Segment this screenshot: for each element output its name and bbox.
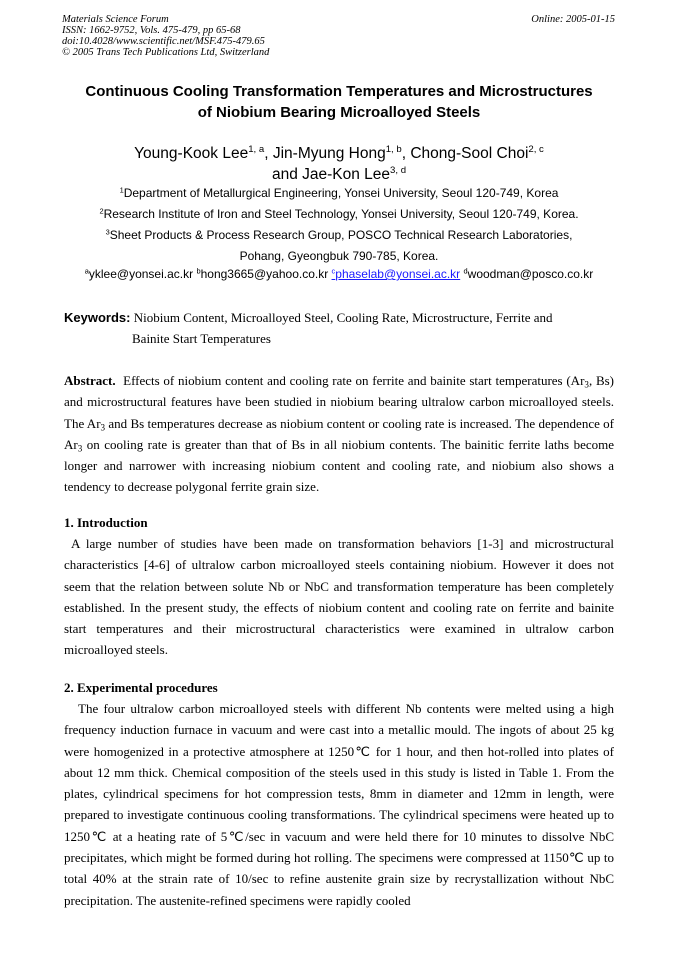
subscript: 3 [100,421,106,432]
email-marker: d [463,266,468,276]
keywords [64,307,624,349]
affiliation-text: Department of Metallurgical Engineering, Yonsei University, Seoul 120-749, Korea [123,186,559,200]
abstract-text: , Bs) and microstructural features have been studied in niobium bearing ultralow carbon microalloyed steels. The Ar [64,373,614,431]
author-affiliation-marker: 1, a [248,144,265,156]
paper-title [0,81,678,123]
authors-line-2 [0,164,678,185]
author-affiliation-marker: 1, b [385,144,402,156]
email-address: hong3665@yahoo.co.kr [200,267,329,281]
abstract-text: on cooling rate is greater than that of Bs in all niobium contents. The bainitic ferrite laths become longer and narrower with increasing niobium content and cooling rate, and niobium also shows a tendency to decrease polygonal ferrite grain size. [64,436,614,495]
affiliation-item [0,183,678,204]
abstract-text: and Bs temperatures decrease as niobium content or cooling rate is increased. The dependence of Ar [64,415,614,452]
author-affiliation-marker: 3, d [390,165,407,177]
author-name: and Jae-Kon Lee [271,166,391,183]
affiliation-item [0,204,678,225]
authors-line-1 [0,143,678,164]
doi-line: doi:10.4028/www.scientific.net/MSF.475-479.65 [62,36,265,47]
author-name: Jin-Myung Hong [272,145,386,162]
subscript: 3 [584,379,589,390]
introduction-paragraph: A large number of studies have been made on transformation behaviors [1-3] and microstructural characteristics [4-6] of ultralow carbon microalloyed steels containing niobium. However it does not seem that the relation between solute Nb or NbC and transformation temperature has been completely established. In the present study, the effects of niobium content and cooling rate on ferrite and bainite start temperatures and their microstructural characteristics were examined in ultralow carbon microalloyed steels. [64,536,614,658]
keywords-line-1 [64,307,624,328]
affiliation-marker: 1 [119,185,124,195]
email-list [0,264,678,285]
title-line-2: of Niobium Bearing Microalloyed Steels [197,104,481,121]
email-address: woodman@posco.co.kr [467,267,594,281]
keywords-line-2: Bainite Start Temperatures [132,331,271,346]
experimental-paragraph: The four ultralow carbon microalloyed steels with different Nb contents were melted using a high frequency induction furnace in vacuum and were cast into a metallic mould. The ingots of about 25 kg were homogenized in a protective atmosphere at 1250℃ for 1 hour, and then hot-rolled into plates of about 12 mm thick. Chemical composition of the steels used in this study is listed in Table 1. From the plates, cylindrical specimens for hot compression tests, 8mm in diameter and 12mm in length, were prepared to investigate continuous cooling transformations. The cylindrical specimens were heated up to 1250℃ at a heating rate of 5℃/sec in vacuum and were held there for 10 minutes to dissolve NbC precipitates, which might be formed during hot rolling. The specimens were compressed at 1150℃ up to total 40% at the strain rate of 10/sec to refine austenite grain size by recrystallization without NbC precipitation. The austenite-refined specimens were rapidly cooled [64,701,614,908]
email-marker: b [196,266,201,276]
email-marker: c [331,266,336,276]
issn-line: ISSN: 1662-9752, Vols. 475-479, pp 65-68 [62,25,241,36]
author-separator: , [264,145,273,162]
abstract-text: Effects of niobium content and cooling rate on ferrite and bainite start temperatures (Ar [123,373,585,388]
affiliations [0,183,678,267]
affiliation-text: Pohang, Gyeongbuk 790-785, Korea. [239,249,439,263]
subscript: 3 [77,443,83,454]
affiliation-text: Sheet Products & Process Research Group, POSCO Technical Research Laboratories, [109,228,573,242]
author-name: Young-Kook Lee [134,145,249,162]
affiliation-item [0,225,678,246]
affiliation-text: Research Institute of Iron and Steel Technology, Yonsei University, Seoul 120-749, Korea. [103,207,579,221]
author-separator: , [401,145,411,162]
keywords-label: Keywords: [64,310,131,325]
author-name: Chong-Sool Choi [410,145,529,162]
email-address: phaselab@yonsei.ac.kr [335,267,461,281]
affiliation-marker: 3 [105,227,110,237]
keywords-text: Niobium Content, Microalloyed Steel, Cooling Rate, Microstructure, Ferrite and [133,310,553,325]
section-heading-introduction: 1. Introduction [64,515,148,530]
section-heading-experimental: 2. Experimental procedures [64,680,218,695]
abstract-label: Abstract. [64,373,116,388]
email-address: yklee@yonsei.ac.kr [88,267,194,281]
online-date: Online: 2005-01-15 [531,14,615,25]
author-list [0,143,678,185]
affiliation-marker: 2 [99,206,104,216]
title-line-1: Continuous Cooling Transformation Temperatures and Microstructures [85,83,593,100]
abstract [64,370,614,498]
author-affiliation-marker: 2, c [528,144,544,156]
copyright-line: © 2005 Trans Tech Publications Ltd, Switzerland [62,47,270,58]
journal-header [62,14,269,58]
journal-name: Materials Science Forum [62,14,169,25]
email-marker: a [84,266,89,276]
email-link[interactable] [332,267,461,281]
